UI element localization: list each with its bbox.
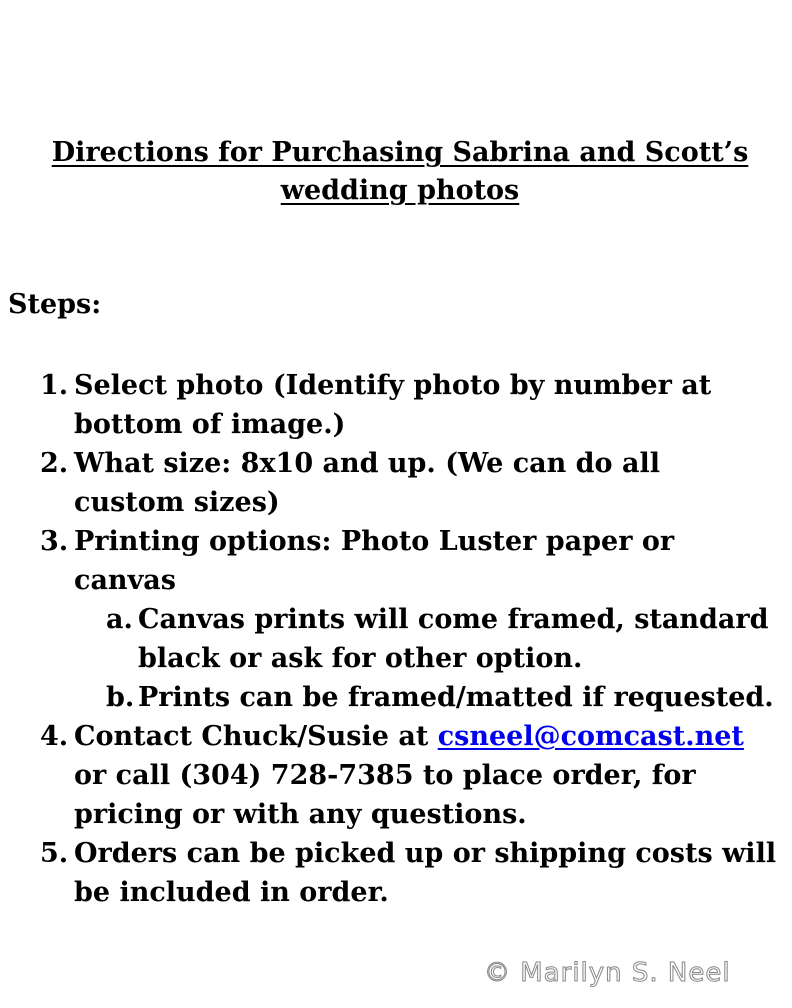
sub-step-letter: a. bbox=[106, 604, 133, 635]
sub-step-a bbox=[74, 600, 778, 678]
step-1 bbox=[0, 366, 792, 444]
step-number: 1. bbox=[40, 370, 69, 401]
email-link[interactable]: csneel@comcast.net bbox=[437, 721, 744, 752]
step-text: Printing options: Photo Luster paper or canvas bbox=[74, 526, 675, 596]
step-number: 5. bbox=[40, 838, 69, 869]
step-number: 4. bbox=[40, 721, 69, 752]
step-text: Select photo (Identify photo by number at bottom of image.) bbox=[74, 370, 712, 440]
sub-step-text: Prints can be framed/matted if requested. bbox=[138, 682, 774, 713]
step-4 bbox=[0, 717, 792, 834]
step-5 bbox=[0, 834, 792, 912]
step-2 bbox=[0, 444, 792, 522]
step-text-before-email: Contact Chuck/Susie at bbox=[74, 721, 438, 752]
sub-step-text: Canvas prints will come framed, standard black or ask for other option. bbox=[138, 604, 769, 674]
step-text: What size: 8x10 and up. (We can do all custom sizes) bbox=[74, 448, 660, 518]
step-text-after-email: or call (304) 728-7385 to place order, for pricing or with any questions. bbox=[74, 760, 696, 830]
copyright-watermark: © Marilyn S. Neel bbox=[484, 958, 731, 988]
sub-steps-list bbox=[74, 600, 778, 717]
step-number: 2. bbox=[40, 448, 69, 479]
sub-step-letter: b. bbox=[106, 682, 135, 713]
steps-list bbox=[0, 366, 792, 912]
step-3 bbox=[0, 522, 792, 717]
sub-step-b bbox=[74, 678, 778, 717]
step-text: Orders can be picked up or shipping costs will be included in order. bbox=[74, 838, 777, 908]
step-number: 3. bbox=[40, 526, 69, 557]
page-title: Directions for Purchasing Sabrina and Scott’s wedding photos bbox=[51, 137, 749, 206]
steps-heading: Steps: bbox=[8, 289, 102, 320]
